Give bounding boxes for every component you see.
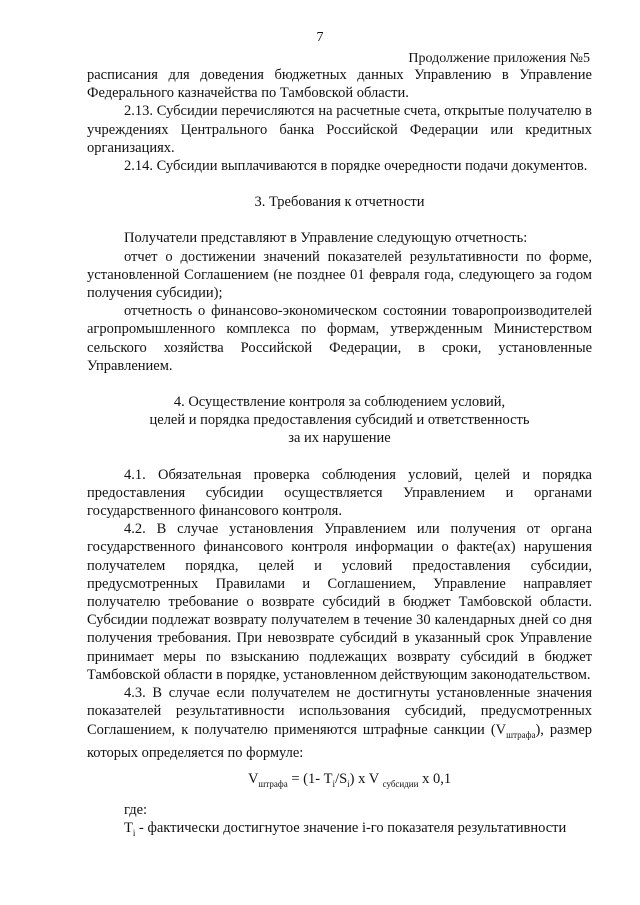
page-number: 7 xyxy=(316,30,324,45)
appendix-continuation-label: Продолжение приложения №5 xyxy=(408,51,590,66)
paragraph-results-report: отчет о достижении значений показателей результативности по форме, установленной Соглашением (не позднее 01 февраля года, следующего за годом получения субсидии); xyxy=(87,248,592,302)
paragraph-budget-schedule: расписания для доведения бюджетных данных Управлению в Управление Федерального казначейства по Тамбовской области. xyxy=(87,67,592,102)
paragraph-financial-report: отчетность о финансово-экономическом состоянии товаропроизводителей агропромышленного комплекса по формам, утвержденным Министерством сельского хозяйства Российской Федерации, в сроки, установленные Управлением. xyxy=(87,303,592,374)
section-4-title-line-2: целей и порядка предоставления субсидий и ответственность xyxy=(149,412,530,429)
definition-ti: $T_i$ - фактически достигнутое значение i-го показателя результативности xyxy=(124,820,567,838)
section-4-title-line-1: 4. Осуществление контроля за соблюдением условий, xyxy=(173,394,506,411)
section-4-title-line-3: за их нарушение xyxy=(288,430,391,447)
paragraph-reporting-intro: Получатели представляют в Управление следующую отчетность: xyxy=(124,230,528,247)
paragraph-4-3: 4.3. В случае если получателем не достигнуты установленные значения показателей результативности использования субсидий, предусмотренных Соглашением, к получателю применяются штрафные санкции $(V_{штрафа})$, размер которых определяется по формуле: xyxy=(87,685,592,761)
penalty-formula: $V_{штрафа} = (1-$ $T_i/S_i$) x V $_{субсидии}$ x 0,1 xyxy=(247,770,452,789)
paragraph-4-1: 4.1. Обязательная проверка соблюдения условий, целей и порядка предоставления субсидии осуществляется Управлением и органами государственного финансового контроля. xyxy=(87,466,592,520)
where-label: где: xyxy=(124,801,148,818)
section-3-title: 3. Требования к отчетности xyxy=(254,194,425,211)
paragraph-2-13: 2.13. Субсидии перечисляются на расчетные счета, открытые получателю в учреждениях Центрального банка Российской Федерации или кредитных организациях. xyxy=(87,103,592,156)
document-body xyxy=(87,66,592,842)
paragraph-4-2: 4.2. В случае установления Управлением или получения от органа государственного финансового контроля информации о факте(ах) нарушения получателем порядка, целей и условий предоставления субсидии, предусмотренных Правилами и Соглашением, Управление направляет получателю требование о возврате субсидий в бюджет Тамбовской области. Субсидии подлежат возврату получателем в течение 30 календарных дней со дня получения требования. При невозврате субсидий в указанный срок Управление принимает меры по взысканию подлежащих возврату субсидий в бюджет Тамбовской области в порядке, установленном действующим законодательством. xyxy=(87,521,592,683)
paragraph-2-14: 2.14. Субсидии выплачиваются в порядке очередности подачи документов. xyxy=(124,158,588,175)
